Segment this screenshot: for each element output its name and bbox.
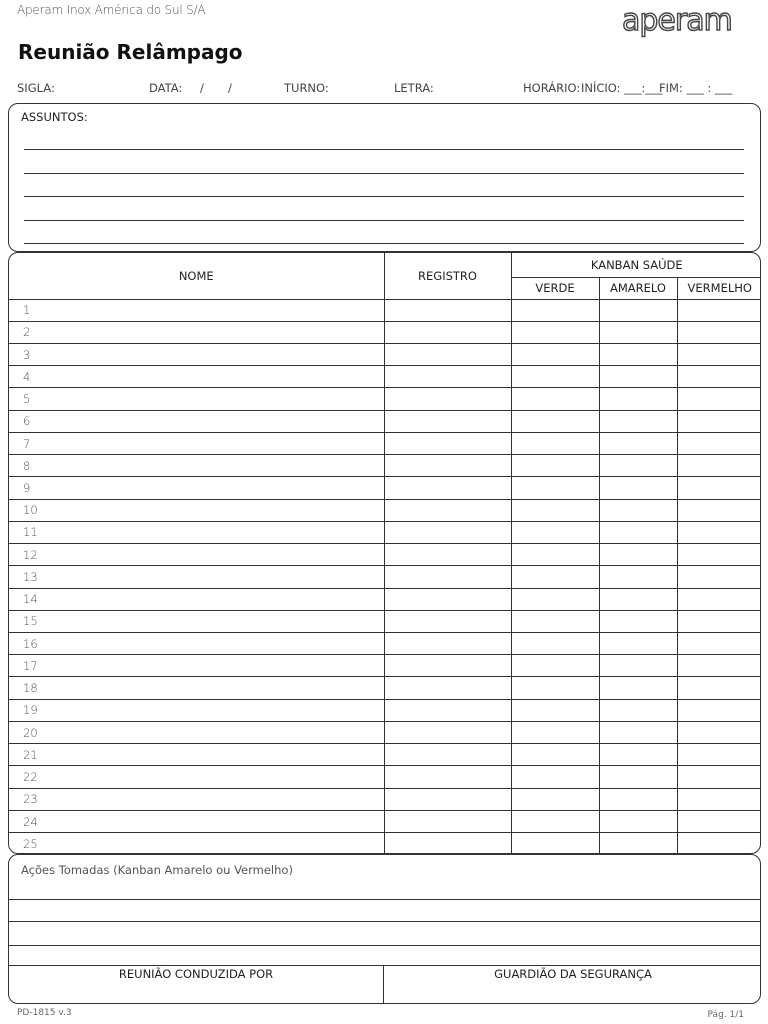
registro-cell[interactable] [384, 655, 511, 677]
turno-label: TURNO: [284, 81, 329, 95]
verde-cell[interactable] [511, 566, 599, 588]
verde-cell[interactable] [511, 699, 599, 721]
vermelho-cell[interactable] [677, 544, 761, 566]
vermelho-cell[interactable] [677, 633, 761, 655]
amarelo-cell[interactable] [599, 410, 677, 432]
verde-cell[interactable] [511, 610, 599, 632]
date-separator: / [228, 81, 232, 95]
table-row [9, 299, 761, 321]
vermelho-header: VERMELHO [677, 277, 761, 299]
registro-cell[interactable] [384, 544, 511, 566]
vermelho-cell[interactable] [677, 410, 761, 432]
registro-cell[interactable] [384, 833, 511, 854]
amarelo-cell[interactable] [599, 633, 677, 655]
amarelo-cell[interactable] [599, 677, 677, 699]
verde-cell[interactable] [511, 388, 599, 410]
sigla-label: SIGLA: [17, 81, 55, 95]
registro-cell[interactable] [384, 455, 511, 477]
amarelo-cell[interactable] [599, 766, 677, 788]
ruled-line [9, 945, 760, 946]
fim-field: FIM: ___ : ___ [659, 81, 733, 95]
vermelho-cell[interactable] [677, 699, 761, 721]
verde-cell[interactable] [511, 455, 599, 477]
registro-cell[interactable] [384, 366, 511, 388]
table-row [9, 766, 761, 788]
registro-cell[interactable] [384, 521, 511, 543]
amarelo-cell[interactable] [599, 343, 677, 365]
inicio-field: INÍCIO: ___:___ [581, 81, 663, 95]
verde-cell[interactable] [511, 588, 599, 610]
verde-cell[interactable] [511, 366, 599, 388]
vermelho-cell[interactable] [677, 588, 761, 610]
row-number: 16 [9, 633, 384, 655]
assuntos-section [8, 103, 761, 252]
registro-cell[interactable] [384, 477, 511, 499]
vermelho-cell[interactable] [677, 455, 761, 477]
registro-cell[interactable] [384, 299, 511, 321]
verde-header: VERDE [511, 277, 599, 299]
registro-header: REGISTRO [384, 253, 511, 299]
registro-cell[interactable] [384, 721, 511, 743]
row-number: 20 [9, 721, 384, 743]
registro-cell[interactable] [384, 388, 511, 410]
vermelho-cell[interactable] [677, 499, 761, 521]
row-number: 2 [9, 321, 384, 343]
row-number: 8 [9, 455, 384, 477]
verde-cell[interactable] [511, 432, 599, 454]
table-row [9, 455, 761, 477]
registro-cell[interactable] [384, 744, 511, 766]
vermelho-cell[interactable] [677, 610, 761, 632]
row-number: 12 [9, 544, 384, 566]
registro-cell[interactable] [384, 610, 511, 632]
table-row [9, 366, 761, 388]
nome-header: NOME [9, 253, 384, 299]
registro-cell[interactable] [384, 588, 511, 610]
row-number: 19 [9, 699, 384, 721]
document-code: PD-1815 v.3 [17, 1008, 72, 1018]
vermelho-cell[interactable] [677, 343, 761, 365]
amarelo-cell[interactable] [599, 810, 677, 832]
acoes-section [8, 854, 761, 1004]
vermelho-cell[interactable] [677, 721, 761, 743]
registro-cell[interactable] [384, 766, 511, 788]
table-row [9, 699, 761, 721]
row-number: 17 [9, 655, 384, 677]
verde-cell[interactable] [511, 721, 599, 743]
ruled-line [24, 220, 744, 221]
vermelho-cell[interactable] [677, 432, 761, 454]
row-number: 6 [9, 410, 384, 432]
table-row [9, 477, 761, 499]
verde-cell[interactable] [511, 833, 599, 854]
amarelo-cell[interactable] [599, 566, 677, 588]
row-number: 22 [9, 766, 384, 788]
row-number: 18 [9, 677, 384, 699]
vermelho-cell[interactable] [677, 299, 761, 321]
vermelho-cell[interactable] [677, 477, 761, 499]
row-number: 23 [9, 788, 384, 810]
table-row [9, 544, 761, 566]
amarelo-cell[interactable] [599, 455, 677, 477]
conduzida-por-label: REUNIÃO CONDUZIDA POR [118, 967, 274, 981]
amarelo-cell[interactable] [599, 610, 677, 632]
row-number: 24 [9, 810, 384, 832]
amarelo-cell[interactable] [599, 788, 677, 810]
ruled-line [24, 173, 744, 174]
attendance-table-box [8, 252, 761, 854]
vermelho-cell[interactable] [677, 744, 761, 766]
registro-cell[interactable] [384, 677, 511, 699]
verde-cell[interactable] [511, 299, 599, 321]
kanban-saude-header: KANBAN SAÚDE [511, 253, 761, 277]
table-row [9, 655, 761, 677]
vermelho-cell[interactable] [677, 521, 761, 543]
attendance-table [9, 253, 761, 854]
ruled-line [24, 149, 744, 150]
table-row [9, 744, 761, 766]
table-row [9, 321, 761, 343]
assuntos-label: ASSUNTOS: [21, 110, 88, 124]
vermelho-cell[interactable] [677, 321, 761, 343]
table-row [9, 499, 761, 521]
amarelo-cell[interactable] [599, 588, 677, 610]
vermelho-cell[interactable] [677, 366, 761, 388]
verde-cell[interactable] [511, 788, 599, 810]
amarelo-cell[interactable] [599, 432, 677, 454]
table-row [9, 410, 761, 432]
verde-cell[interactable] [511, 477, 599, 499]
acoes-label: Ações Tomadas (Kanban Amarelo ou Vermelho) [21, 863, 293, 877]
form-title: Reunião Relâmpago [18, 40, 243, 64]
logo-text: aperam [622, 3, 732, 38]
verde-cell[interactable] [511, 521, 599, 543]
verde-cell[interactable] [511, 499, 599, 521]
row-number: 13 [9, 566, 384, 588]
company-name: Aperam Inox América do Sul S/A [17, 3, 206, 17]
table-row [9, 721, 761, 743]
table-row [9, 633, 761, 655]
amarelo-cell[interactable] [599, 477, 677, 499]
vermelho-cell[interactable] [677, 566, 761, 588]
row-number: 4 [9, 366, 384, 388]
vermelho-cell[interactable] [677, 766, 761, 788]
row-number: 21 [9, 744, 384, 766]
ruled-line [24, 196, 744, 197]
table-row [9, 810, 761, 832]
amarelo-cell[interactable] [599, 521, 677, 543]
verde-cell[interactable] [511, 321, 599, 343]
vermelho-cell[interactable] [677, 677, 761, 699]
table-row [9, 788, 761, 810]
table-row [9, 833, 761, 854]
verde-cell[interactable] [511, 744, 599, 766]
table-row [9, 566, 761, 588]
registro-cell[interactable] [384, 499, 511, 521]
table-row [9, 343, 761, 365]
registro-cell[interactable] [384, 810, 511, 832]
registro-cell[interactable] [384, 788, 511, 810]
row-number: 7 [9, 432, 384, 454]
vermelho-cell[interactable] [677, 655, 761, 677]
amarelo-cell[interactable] [599, 744, 677, 766]
row-number: 15 [9, 610, 384, 632]
row-number: 1 [9, 299, 384, 321]
page-number: Pág. 1/1 [707, 1010, 744, 1020]
ruled-line [9, 965, 760, 966]
registro-cell[interactable] [384, 699, 511, 721]
row-number: 3 [9, 343, 384, 365]
registro-cell[interactable] [384, 410, 511, 432]
ruled-line [9, 899, 760, 900]
amarelo-header: AMARELO [599, 277, 677, 299]
verde-cell[interactable] [511, 655, 599, 677]
vermelho-cell[interactable] [677, 788, 761, 810]
verde-cell[interactable] [511, 810, 599, 832]
row-number: 9 [9, 477, 384, 499]
amarelo-cell[interactable] [599, 366, 677, 388]
row-number: 14 [9, 588, 384, 610]
vermelho-cell[interactable] [677, 833, 761, 854]
verde-cell[interactable] [511, 766, 599, 788]
ruled-line [24, 243, 744, 244]
row-number: 10 [9, 499, 384, 521]
table-row [9, 677, 761, 699]
table-row [9, 588, 761, 610]
guardiao-seguranca-label: GUARDIÃO DA SEGURANÇA [494, 967, 652, 981]
registro-cell[interactable] [384, 343, 511, 365]
date-separator: / [200, 81, 204, 95]
vermelho-cell[interactable] [677, 810, 761, 832]
table-row [9, 610, 761, 632]
amarelo-cell[interactable] [599, 699, 677, 721]
table-row [9, 432, 761, 454]
table-body [9, 299, 761, 854]
vermelho-cell[interactable] [677, 388, 761, 410]
table-row [9, 388, 761, 410]
verde-cell[interactable] [511, 633, 599, 655]
amarelo-cell[interactable] [599, 655, 677, 677]
amarelo-cell[interactable] [599, 833, 677, 854]
verde-cell[interactable] [511, 677, 599, 699]
table-row [9, 521, 761, 543]
verde-cell[interactable] [511, 410, 599, 432]
ruled-line [9, 921, 760, 922]
row-number: 5 [9, 388, 384, 410]
registro-cell[interactable] [384, 432, 511, 454]
horario-label: HORÁRIO: [523, 81, 581, 95]
verde-cell[interactable] [511, 343, 599, 365]
amarelo-cell[interactable] [599, 388, 677, 410]
amarelo-cell[interactable] [599, 299, 677, 321]
registro-cell[interactable] [384, 633, 511, 655]
amarelo-cell[interactable] [599, 544, 677, 566]
row-number: 25 [9, 833, 384, 854]
amarelo-cell[interactable] [599, 721, 677, 743]
amarelo-cell[interactable] [599, 499, 677, 521]
data-label: DATA: [149, 81, 183, 95]
letra-label: LETRA: [394, 81, 434, 95]
row-number: 11 [9, 521, 384, 543]
verde-cell[interactable] [511, 544, 599, 566]
aperam-logo [622, 0, 754, 44]
amarelo-cell[interactable] [599, 321, 677, 343]
registro-cell[interactable] [384, 566, 511, 588]
registro-cell[interactable] [384, 321, 511, 343]
